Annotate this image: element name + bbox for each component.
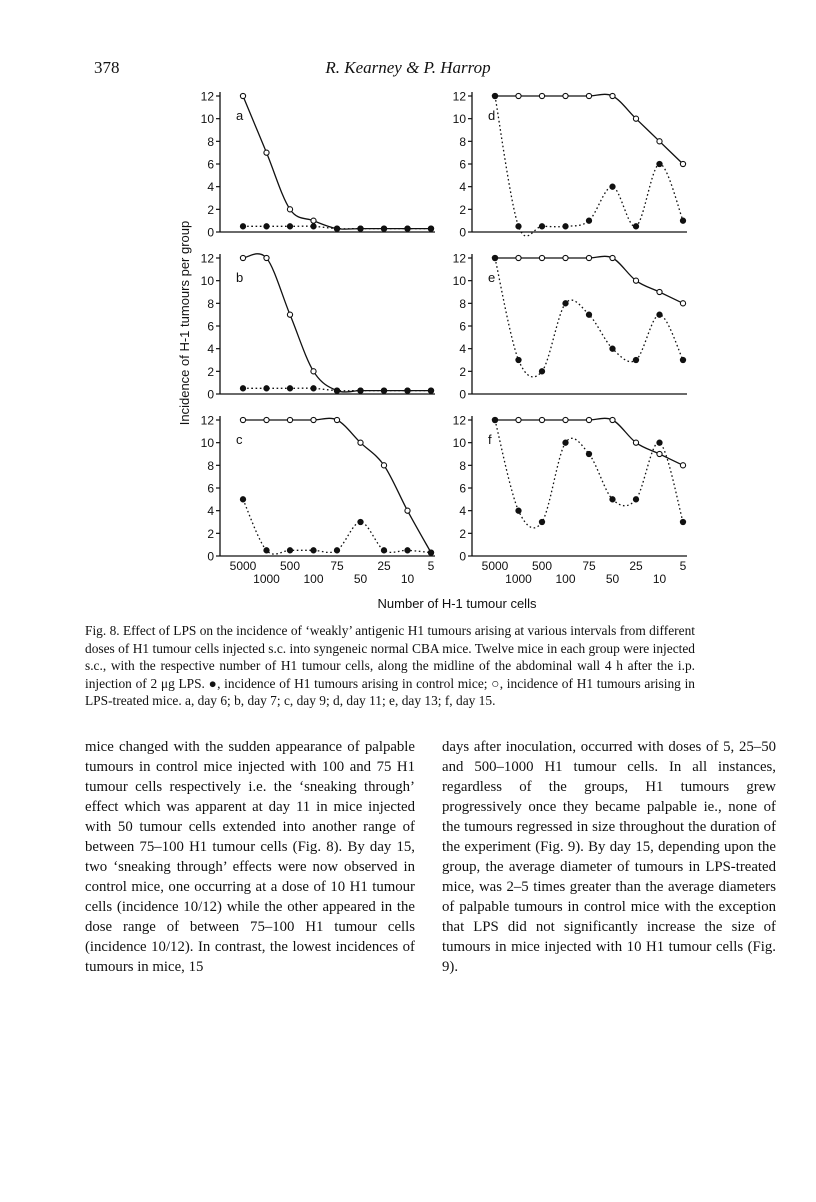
- lps-treated-line: [243, 254, 431, 392]
- lps-treated-point: [516, 93, 521, 98]
- control-point: [287, 386, 292, 391]
- control-point: [680, 218, 685, 223]
- lps-treated-point: [311, 218, 316, 223]
- y-tick-label: 4: [459, 342, 466, 357]
- control-point: [516, 224, 521, 229]
- lps-treated-point: [633, 440, 638, 445]
- caption-label: Fig. 8.: [85, 623, 120, 638]
- x-tick-label: 5000: [229, 559, 257, 573]
- control-point: [586, 218, 591, 223]
- control-point: [563, 224, 568, 229]
- y-tick-label: 6: [207, 481, 214, 496]
- lps-treated-point: [287, 417, 292, 422]
- lps-treated-point: [516, 255, 521, 260]
- control-point: [563, 301, 568, 306]
- y-tick-label: 4: [459, 504, 466, 519]
- control-line: [495, 420, 683, 528]
- lps-treated-point: [610, 417, 615, 422]
- lps-treated-point: [264, 255, 269, 260]
- lps-treated-point: [657, 451, 662, 456]
- control-point: [334, 548, 339, 553]
- control-point: [633, 497, 638, 502]
- y-tick-label: 0: [207, 225, 214, 240]
- y-tick-label: 0: [207, 387, 214, 402]
- y-tick-label: 6: [207, 319, 214, 334]
- y-tick-label: 2: [459, 526, 466, 541]
- control-point: [287, 224, 292, 229]
- control-point: [680, 519, 685, 524]
- lps-treated-point: [680, 301, 685, 306]
- y-tick-label: 0: [459, 549, 466, 564]
- x-tick-label: 500: [531, 559, 553, 573]
- y-tick-label: 10: [452, 436, 466, 451]
- x-tick-label: 5000: [481, 559, 509, 573]
- x-tick-label: 25: [629, 559, 643, 573]
- control-point: [287, 548, 292, 553]
- control-point: [334, 388, 339, 393]
- panel-f: [453, 414, 687, 587]
- panel-c: [201, 414, 435, 587]
- lps-treated-point: [586, 93, 591, 98]
- control-line: [495, 96, 683, 236]
- y-tick-label: 10: [200, 112, 214, 127]
- control-point: [358, 519, 363, 524]
- lps-treated-point: [287, 207, 292, 212]
- control-point: [563, 440, 568, 445]
- control-point: [311, 386, 316, 391]
- x-tick-label: 100: [555, 572, 576, 586]
- control-point: [240, 224, 245, 229]
- panel-letter: c: [236, 432, 243, 447]
- control-point: [405, 388, 410, 393]
- control-point: [539, 519, 544, 524]
- lps-treated-point: [657, 139, 662, 144]
- caption-text: Effect of LPS on the incidence of ‘weakly’ antigenic H1 tumours arising at various intervals from different doses of H1 tumour cells injected s.c. into syngeneic normal CBA mice. Twelve mice in each group were injected s.c., with the respective number of H1 tumour cells, along the midline of the abdominal wall 4 h after the i.p. injection of 2 μg LPS. ●, incidence of H1 tumours arising in control mice; ○, incidence of H1 tumours arising in LPS-treated mice. a, day 6; b, day 7; c, day 9; d, day 11; e, day 13; f, day 15.: [85, 623, 695, 708]
- y-tick-label: 2: [207, 364, 214, 379]
- y-tick-label: 4: [207, 342, 214, 357]
- control-point: [657, 440, 662, 445]
- y-tick-label: 6: [459, 481, 466, 496]
- control-point: [405, 548, 410, 553]
- control-point: [240, 386, 245, 391]
- y-tick-label: 6: [459, 319, 466, 334]
- x-tick-label: 25: [377, 559, 391, 573]
- x-tick-label: 50: [605, 572, 620, 586]
- y-tick-label: 6: [207, 157, 214, 172]
- control-point: [381, 388, 386, 393]
- panel-letter: b: [236, 270, 244, 285]
- y-tick-label: 12: [452, 413, 466, 428]
- control-point: [633, 357, 638, 362]
- x-tick-label: 500: [279, 559, 301, 573]
- control-point: [264, 548, 269, 553]
- x-tick-label: 1000: [505, 572, 532, 586]
- lps-treated-point: [633, 278, 638, 283]
- lps-treated-point: [334, 417, 339, 422]
- x-tick-label: 75: [330, 559, 344, 573]
- lps-treated-point: [240, 93, 245, 98]
- control-point: [428, 388, 433, 393]
- control-point: [358, 226, 363, 231]
- y-tick-label: 2: [207, 202, 214, 217]
- y-tick-label: 0: [459, 387, 466, 402]
- y-tick-label: 0: [459, 225, 466, 240]
- y-tick-label: 12: [200, 89, 214, 104]
- x-tick-label: 5: [679, 559, 687, 573]
- panel-letter: f: [488, 432, 492, 447]
- y-tick-label: 10: [200, 436, 214, 451]
- lps-treated-line: [495, 256, 683, 303]
- lps-treated-point: [563, 417, 568, 422]
- y-tick-label: 8: [207, 134, 214, 149]
- y-tick-label: 12: [200, 413, 214, 428]
- lps-treated-point: [381, 463, 386, 468]
- y-tick-label: 12: [200, 251, 214, 266]
- x-tick-label: 10: [400, 572, 415, 586]
- x-tick-label: 100: [303, 572, 324, 586]
- lps-treated-point: [563, 255, 568, 260]
- lps-treated-point: [539, 255, 544, 260]
- y-tick-label: 8: [207, 458, 214, 473]
- control-point: [610, 346, 615, 351]
- control-point: [586, 312, 591, 317]
- control-point: [405, 226, 410, 231]
- control-point: [428, 226, 433, 231]
- control-point: [657, 312, 662, 317]
- page-number: 378: [94, 58, 120, 77]
- y-tick-label: 8: [459, 134, 466, 149]
- lps-treated-line: [243, 418, 431, 552]
- y-tick-label: 8: [459, 296, 466, 311]
- control-point: [358, 388, 363, 393]
- control-point: [680, 357, 685, 362]
- y-tick-label: 10: [452, 112, 466, 127]
- control-line: [243, 499, 431, 554]
- y-tick-label: 12: [452, 89, 466, 104]
- control-point: [381, 226, 386, 231]
- control-point: [539, 369, 544, 374]
- control-point: [633, 224, 638, 229]
- lps-treated-point: [563, 93, 568, 98]
- figure-caption: [85, 622, 695, 710]
- lps-treated-point: [264, 150, 269, 155]
- lps-treated-point: [287, 312, 292, 317]
- y-tick-label: 2: [459, 364, 466, 379]
- y-axis-label: Incidence of H-1 tumours per group: [177, 220, 192, 426]
- lps-treated-point: [405, 508, 410, 513]
- control-point: [492, 93, 497, 98]
- lps-treated-point: [311, 369, 316, 374]
- control-point: [516, 508, 521, 513]
- control-point: [381, 548, 386, 553]
- x-tick-label: 75: [582, 559, 596, 573]
- control-point: [539, 224, 544, 229]
- x-tick-label: 50: [353, 572, 368, 586]
- panel-a: [201, 90, 435, 240]
- control-point: [586, 451, 591, 456]
- control-point: [311, 224, 316, 229]
- lps-treated-point: [680, 161, 685, 166]
- lps-treated-point: [539, 93, 544, 98]
- panel-e: [453, 252, 687, 402]
- control-point: [334, 226, 339, 231]
- lps-treated-point: [264, 417, 269, 422]
- control-point: [610, 497, 615, 502]
- lps-treated-point: [240, 255, 245, 260]
- x-tick-label: 10: [652, 572, 667, 586]
- lps-treated-point: [539, 417, 544, 422]
- y-tick-label: 10: [200, 274, 214, 289]
- y-tick-label: 12: [452, 251, 466, 266]
- control-point: [264, 386, 269, 391]
- lps-treated-point: [586, 255, 591, 260]
- lps-treated-point: [516, 417, 521, 422]
- x-tick-label: 1000: [253, 572, 280, 586]
- y-tick-label: 8: [207, 296, 214, 311]
- control-point: [610, 184, 615, 189]
- lps-treated-line: [495, 94, 683, 164]
- lps-treated-point: [358, 440, 363, 445]
- y-tick-label: 4: [207, 180, 214, 195]
- control-point: [264, 224, 269, 229]
- control-point: [311, 548, 316, 553]
- lps-treated-point: [610, 93, 615, 98]
- y-tick-label: 10: [452, 274, 466, 289]
- running-head: R. Kearney & P. Harrop: [325, 58, 491, 77]
- control-point: [428, 550, 433, 555]
- panel-letter: d: [488, 108, 496, 123]
- lps-treated-point: [610, 255, 615, 260]
- lps-treated-point: [586, 417, 591, 422]
- control-point: [492, 255, 497, 260]
- y-tick-label: 4: [459, 180, 466, 195]
- control-point: [492, 417, 497, 422]
- lps-treated-point: [240, 417, 245, 422]
- y-tick-label: 6: [459, 157, 466, 172]
- x-axis-label: Number of H-1 tumour cells: [377, 596, 537, 611]
- panel-letter: e: [488, 270, 496, 285]
- panel-d: [453, 90, 687, 240]
- lps-treated-line: [243, 96, 431, 229]
- lps-treated-point: [633, 116, 638, 121]
- y-tick-label: 2: [459, 202, 466, 217]
- control-point: [240, 497, 245, 502]
- y-tick-label: 0: [207, 549, 214, 564]
- y-tick-label: 8: [459, 458, 466, 473]
- y-tick-label: 4: [207, 504, 214, 519]
- lps-treated-point: [657, 289, 662, 294]
- lps-treated-point: [680, 463, 685, 468]
- body-right-column: days after inoculation, occurred with doses of 5, 25–50 and 500–1000 H1 tumour cells. In all instances, regardless of the groups, H1 tumours grew progressively once they became palpable ie., none of the tumours regressed in size throughout the duration of the experiment (Fig. 9). By day 15, depending upon the group, the average diameter of tumours in LPS-treated mice, was 2–5 times greater than the average diameters of palpable tumours in control mice with the exception that LPS did not significantly increase the size of tumours in mice injected with 10 H1 tumour cells (Fig. 9).: [442, 739, 776, 975]
- panel-letter: a: [236, 108, 244, 123]
- y-tick-label: 2: [207, 526, 214, 541]
- body-left-column: mice changed with the sudden appearance of palpable tumours in control mice injected with 100 and 75 H1 tumour cells respectively i.e. the ‘sneaking through’ effect which was apparent at day 11 in mice injected with 50 tumour cells extended into another range of between 75–100 H1 tumour cells (Fig. 8). By day 15, two ‘sneaking through’ effects were now observed in control mice, one occurring at a dose of 10 H1 tumour cells (incidence 10/12) while the other appeared in the dose range of between 75–100 H1 tumour cells (incidence 10/12). In contrast, the lowest incidences of tumours in mice, 15: [85, 739, 415, 975]
- control-point: [657, 161, 662, 166]
- x-tick-label: 5: [427, 559, 435, 573]
- lps-treated-line: [495, 418, 683, 465]
- panel-b: [201, 252, 435, 402]
- control-point: [516, 357, 521, 362]
- lps-treated-point: [311, 417, 316, 422]
